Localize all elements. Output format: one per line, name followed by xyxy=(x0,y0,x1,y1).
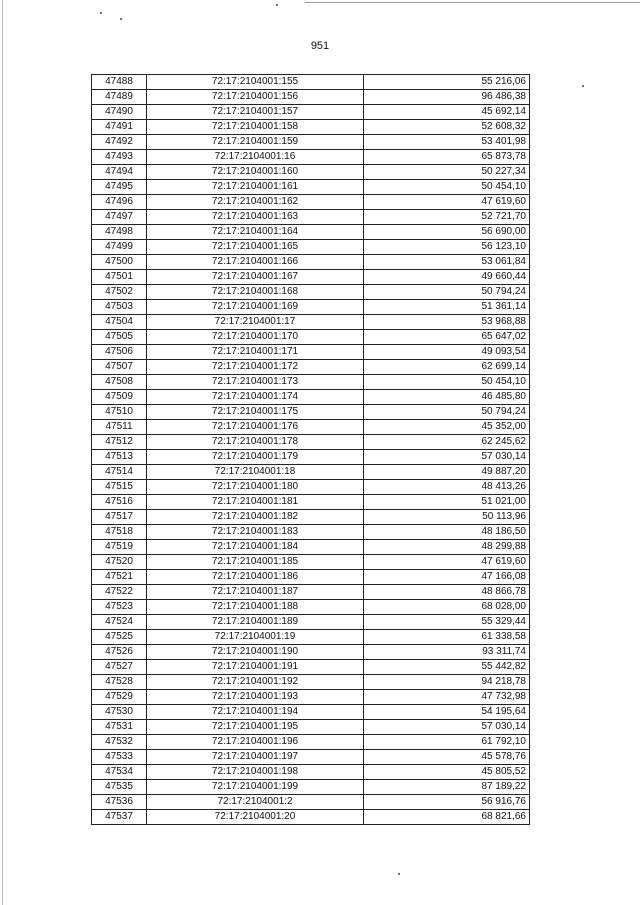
cadastral-value-cell: 47 166,08 xyxy=(364,570,530,585)
cadastral-value-cell: 52 721,70 xyxy=(364,210,530,225)
cadastral-number-cell: 72:17:2104001:161 xyxy=(147,180,364,195)
cadastral-value-cell: 48 413,26 xyxy=(364,480,530,495)
scan-speck xyxy=(398,873,400,875)
cadastral-value-cell: 49 887,20 xyxy=(364,465,530,480)
cadastral-number-cell: 72:17:2104001:192 xyxy=(147,675,364,690)
cadastral-value-cell: 50 113,96 xyxy=(364,510,530,525)
row-number-cell: 47521 xyxy=(92,570,147,585)
table-row xyxy=(92,180,530,195)
row-number-cell: 47535 xyxy=(92,780,147,795)
cadastral-number-cell: 72:17:2104001:163 xyxy=(147,210,364,225)
cadastral-value-cell: 96 486,38 xyxy=(364,90,530,105)
cadastral-number-cell: 72:17:2104001:167 xyxy=(147,270,364,285)
cadastral-value-cell: 61 338,58 xyxy=(364,630,530,645)
table-row xyxy=(92,135,530,150)
table-row xyxy=(92,795,530,810)
row-number-cell: 47497 xyxy=(92,210,147,225)
cadastral-number-cell: 72:17:2104001:188 xyxy=(147,600,364,615)
cadastral-value-cell: 55 442,82 xyxy=(364,660,530,675)
row-number-cell: 47503 xyxy=(92,300,147,315)
table-row xyxy=(92,525,530,540)
cadastral-value-cell: 47 732,98 xyxy=(364,690,530,705)
row-number-cell: 47520 xyxy=(92,555,147,570)
scan-speck xyxy=(120,18,122,20)
cadastral-number-cell: 72:17:2104001:158 xyxy=(147,120,364,135)
cadastral-number-cell: 72:17:2104001:184 xyxy=(147,540,364,555)
cadastral-value-cell: 48 186,50 xyxy=(364,525,530,540)
cadastral-value-cell: 51 361,14 xyxy=(364,300,530,315)
table-row xyxy=(92,630,530,645)
cadastral-number-cell: 72:17:2104001:164 xyxy=(147,225,364,240)
cadastral-value-cell: 46 485,80 xyxy=(364,390,530,405)
cadastral-number-cell: 72:17:2104001:168 xyxy=(147,285,364,300)
cadastral-number-cell: 72:17:2104001:174 xyxy=(147,390,364,405)
cadastral-value-cell: 94 218,78 xyxy=(364,675,530,690)
row-number-cell: 47517 xyxy=(92,510,147,525)
cadastral-number-cell: 72:17:2104001:18 xyxy=(147,465,364,480)
table-row xyxy=(92,450,530,465)
row-number-cell: 47524 xyxy=(92,615,147,630)
table-row xyxy=(92,705,530,720)
cadastral-value-cell: 68 821,66 xyxy=(364,810,530,825)
cadastral-value-cell: 51 021,00 xyxy=(364,495,530,510)
scan-speck xyxy=(100,12,102,14)
row-number-cell: 47494 xyxy=(92,165,147,180)
cadastral-value-cell: 53 401,98 xyxy=(364,135,530,150)
table-row xyxy=(92,585,530,600)
table-row xyxy=(92,480,530,495)
cadastral-value-cell: 45 352,00 xyxy=(364,420,530,435)
row-number-cell: 47509 xyxy=(92,390,147,405)
table-row xyxy=(92,540,530,555)
cadastral-number-cell: 72:17:2104001:180 xyxy=(147,480,364,495)
row-number-cell: 47537 xyxy=(92,810,147,825)
cadastral-number-cell: 72:17:2104001:198 xyxy=(147,765,364,780)
cadastral-number-cell: 72:17:2104001:187 xyxy=(147,585,364,600)
row-number-cell: 47492 xyxy=(92,135,147,150)
table-row xyxy=(92,750,530,765)
cadastral-number-cell: 72:17:2104001:159 xyxy=(147,135,364,150)
table-row xyxy=(92,360,530,375)
row-number-cell: 47536 xyxy=(92,795,147,810)
scan-edge-line xyxy=(2,0,3,905)
row-number-cell: 47493 xyxy=(92,150,147,165)
table-row xyxy=(92,780,530,795)
row-number-cell: 47529 xyxy=(92,690,147,705)
table-row xyxy=(92,285,530,300)
table-row xyxy=(92,120,530,135)
cadastral-value-cell: 57 030,14 xyxy=(364,720,530,735)
cadastral-number-cell: 72:17:2104001:166 xyxy=(147,255,364,270)
cadastral-value-cell: 56 916,76 xyxy=(364,795,530,810)
row-number-cell: 47534 xyxy=(92,765,147,780)
table-row xyxy=(92,210,530,225)
cadastral-number-cell: 72:17:2104001:190 xyxy=(147,645,364,660)
cadastral-value-cell: 49 093,54 xyxy=(364,345,530,360)
row-number-cell: 47527 xyxy=(92,660,147,675)
table-row xyxy=(92,765,530,780)
cadastral-value-cell: 65 873,78 xyxy=(364,150,530,165)
cadastral-number-cell: 72:17:2104001:175 xyxy=(147,405,364,420)
cadastral-value-cell: 45 805,52 xyxy=(364,765,530,780)
cadastral-value-cell: 55 329,44 xyxy=(364,615,530,630)
cadastral-value-cell: 48 299,88 xyxy=(364,540,530,555)
row-number-cell: 47519 xyxy=(92,540,147,555)
cadastral-value-cell: 50 794,24 xyxy=(364,285,530,300)
row-number-cell: 47518 xyxy=(92,525,147,540)
page-number: 951 xyxy=(310,40,330,52)
cadastral-number-cell: 72:17:2104001:181 xyxy=(147,495,364,510)
cadastral-number-cell: 72:17:2104001:197 xyxy=(147,750,364,765)
table-row xyxy=(92,420,530,435)
table-row xyxy=(92,690,530,705)
table-body xyxy=(92,75,530,825)
table-row xyxy=(92,300,530,315)
row-number-cell: 47528 xyxy=(92,675,147,690)
cadastral-number-cell: 72:17:2104001:157 xyxy=(147,105,364,120)
row-number-cell: 47495 xyxy=(92,180,147,195)
table-row xyxy=(92,735,530,750)
cadastral-number-cell: 72:17:2104001:2 xyxy=(147,795,364,810)
row-number-cell: 47496 xyxy=(92,195,147,210)
row-number-cell: 47531 xyxy=(92,720,147,735)
row-number-cell: 47511 xyxy=(92,420,147,435)
cadastral-number-cell: 72:17:2104001:199 xyxy=(147,780,364,795)
cadastral-number-cell: 72:17:2104001:196 xyxy=(147,735,364,750)
table-row xyxy=(92,255,530,270)
cadastral-value-cell: 93 311,74 xyxy=(364,645,530,660)
cadastral-value-cell: 50 454,10 xyxy=(364,180,530,195)
cadastral-value-cell: 55 216,06 xyxy=(364,75,530,90)
table-row xyxy=(92,375,530,390)
cadastral-number-cell: 72:17:2104001:179 xyxy=(147,450,364,465)
row-number-cell: 47502 xyxy=(92,285,147,300)
cadastral-number-cell: 72:17:2104001:155 xyxy=(147,75,364,90)
row-number-cell: 47488 xyxy=(92,75,147,90)
table-row xyxy=(92,150,530,165)
cadastral-value-cell: 45 692,14 xyxy=(364,105,530,120)
table-row xyxy=(92,465,530,480)
table-row xyxy=(92,315,530,330)
cadastral-number-cell: 72:17:2104001:186 xyxy=(147,570,364,585)
cadastral-value-cell: 56 123,10 xyxy=(364,240,530,255)
table-row xyxy=(92,75,530,90)
table-row xyxy=(92,105,530,120)
cadastral-value-cell: 53 968,88 xyxy=(364,315,530,330)
cadastral-number-cell: 72:17:2104001:165 xyxy=(147,240,364,255)
row-number-cell: 47491 xyxy=(92,120,147,135)
cadastral-number-cell: 72:17:2104001:171 xyxy=(147,345,364,360)
table-row xyxy=(92,675,530,690)
cadastral-value-cell: 53 061,84 xyxy=(364,255,530,270)
row-number-cell: 47526 xyxy=(92,645,147,660)
table-row xyxy=(92,555,530,570)
row-number-cell: 47506 xyxy=(92,345,147,360)
cadastral-value-cell: 47 619,60 xyxy=(364,195,530,210)
cadastral-number-cell: 72:17:2104001:162 xyxy=(147,195,364,210)
cadastral-number-cell: 72:17:2104001:191 xyxy=(147,660,364,675)
cadastral-number-cell: 72:17:2104001:182 xyxy=(147,510,364,525)
table-row xyxy=(92,720,530,735)
cadastral-number-cell: 72:17:2104001:20 xyxy=(147,810,364,825)
row-number-cell: 47512 xyxy=(92,435,147,450)
cadastral-value-cell: 54 195,64 xyxy=(364,705,530,720)
cadastral-number-cell: 72:17:2104001:195 xyxy=(147,720,364,735)
table-row xyxy=(92,390,530,405)
row-number-cell: 47532 xyxy=(92,735,147,750)
table-row xyxy=(92,345,530,360)
row-number-cell: 47523 xyxy=(92,600,147,615)
row-number-cell: 47498 xyxy=(92,225,147,240)
cadastral-number-cell: 72:17:2104001:172 xyxy=(147,360,364,375)
row-number-cell: 47516 xyxy=(92,495,147,510)
cadastral-value-cell: 62 699,14 xyxy=(364,360,530,375)
cadastral-number-cell: 72:17:2104001:160 xyxy=(147,165,364,180)
table-row xyxy=(92,405,530,420)
row-number-cell: 47514 xyxy=(92,465,147,480)
cadastral-number-cell: 72:17:2104001:170 xyxy=(147,330,364,345)
table-row xyxy=(92,570,530,585)
table-row xyxy=(92,240,530,255)
cadastral-value-table xyxy=(91,74,530,825)
cadastral-value-cell: 48 866,78 xyxy=(364,585,530,600)
table-row xyxy=(92,645,530,660)
cadastral-value-cell: 47 619,60 xyxy=(364,555,530,570)
table-row xyxy=(92,600,530,615)
table-row xyxy=(92,615,530,630)
row-number-cell: 47510 xyxy=(92,405,147,420)
cadastral-number-cell: 72:17:2104001:17 xyxy=(147,315,364,330)
cadastral-value-cell: 50 454,10 xyxy=(364,375,530,390)
cadastral-number-cell: 72:17:2104001:178 xyxy=(147,435,364,450)
row-number-cell: 47515 xyxy=(92,480,147,495)
table-row xyxy=(92,435,530,450)
row-number-cell: 47525 xyxy=(92,630,147,645)
cadastral-value-cell: 49 660,44 xyxy=(364,270,530,285)
row-number-cell: 47504 xyxy=(92,315,147,330)
row-number-cell: 47522 xyxy=(92,585,147,600)
row-number-cell: 47533 xyxy=(92,750,147,765)
row-number-cell: 47508 xyxy=(92,375,147,390)
row-number-cell: 47499 xyxy=(92,240,147,255)
scan-speck xyxy=(276,4,278,6)
row-number-cell: 47501 xyxy=(92,270,147,285)
cadastral-number-cell: 72:17:2104001:189 xyxy=(147,615,364,630)
cadastral-number-cell: 72:17:2104001:19 xyxy=(147,630,364,645)
table-row xyxy=(92,810,530,825)
cadastral-value-cell: 61 792,10 xyxy=(364,735,530,750)
cadastral-number-cell: 72:17:2104001:193 xyxy=(147,690,364,705)
row-number-cell: 47507 xyxy=(92,360,147,375)
row-number-cell: 47490 xyxy=(92,105,147,120)
table-row xyxy=(92,510,530,525)
row-number-cell: 47513 xyxy=(92,450,147,465)
table-row xyxy=(92,90,530,105)
table-row xyxy=(92,270,530,285)
cadastral-value-cell: 65 647,02 xyxy=(364,330,530,345)
cadastral-number-cell: 72:17:2104001:156 xyxy=(147,90,364,105)
scan-artifact-line xyxy=(305,2,640,3)
row-number-cell: 47500 xyxy=(92,255,147,270)
table-row xyxy=(92,495,530,510)
cadastral-value-cell: 50 227,34 xyxy=(364,165,530,180)
table-row xyxy=(92,660,530,675)
cadastral-value-cell: 50 794,24 xyxy=(364,405,530,420)
table-row xyxy=(92,195,530,210)
cadastral-value-cell: 62 245,62 xyxy=(364,435,530,450)
cadastral-number-cell: 72:17:2104001:194 xyxy=(147,705,364,720)
cadastral-value-cell: 45 578,76 xyxy=(364,750,530,765)
cadastral-number-cell: 72:17:2104001:185 xyxy=(147,555,364,570)
cadastral-number-cell: 72:17:2104001:173 xyxy=(147,375,364,390)
row-number-cell: 47489 xyxy=(92,90,147,105)
table-row xyxy=(92,330,530,345)
cadastral-number-cell: 72:17:2104001:169 xyxy=(147,300,364,315)
cadastral-value-cell: 87 189,22 xyxy=(364,780,530,795)
cadastral-value-cell: 57 030,14 xyxy=(364,450,530,465)
row-number-cell: 47505 xyxy=(92,330,147,345)
cadastral-number-cell: 72:17:2104001:183 xyxy=(147,525,364,540)
scan-speck xyxy=(582,85,584,87)
table-row xyxy=(92,225,530,240)
cadastral-number-cell: 72:17:2104001:176 xyxy=(147,420,364,435)
table-row xyxy=(92,165,530,180)
cadastral-value-cell: 68 028,00 xyxy=(364,600,530,615)
row-number-cell: 47530 xyxy=(92,705,147,720)
cadastral-value-cell: 52 608,32 xyxy=(364,120,530,135)
cadastral-value-cell: 56 690,00 xyxy=(364,225,530,240)
cadastral-number-cell: 72:17:2104001:16 xyxy=(147,150,364,165)
